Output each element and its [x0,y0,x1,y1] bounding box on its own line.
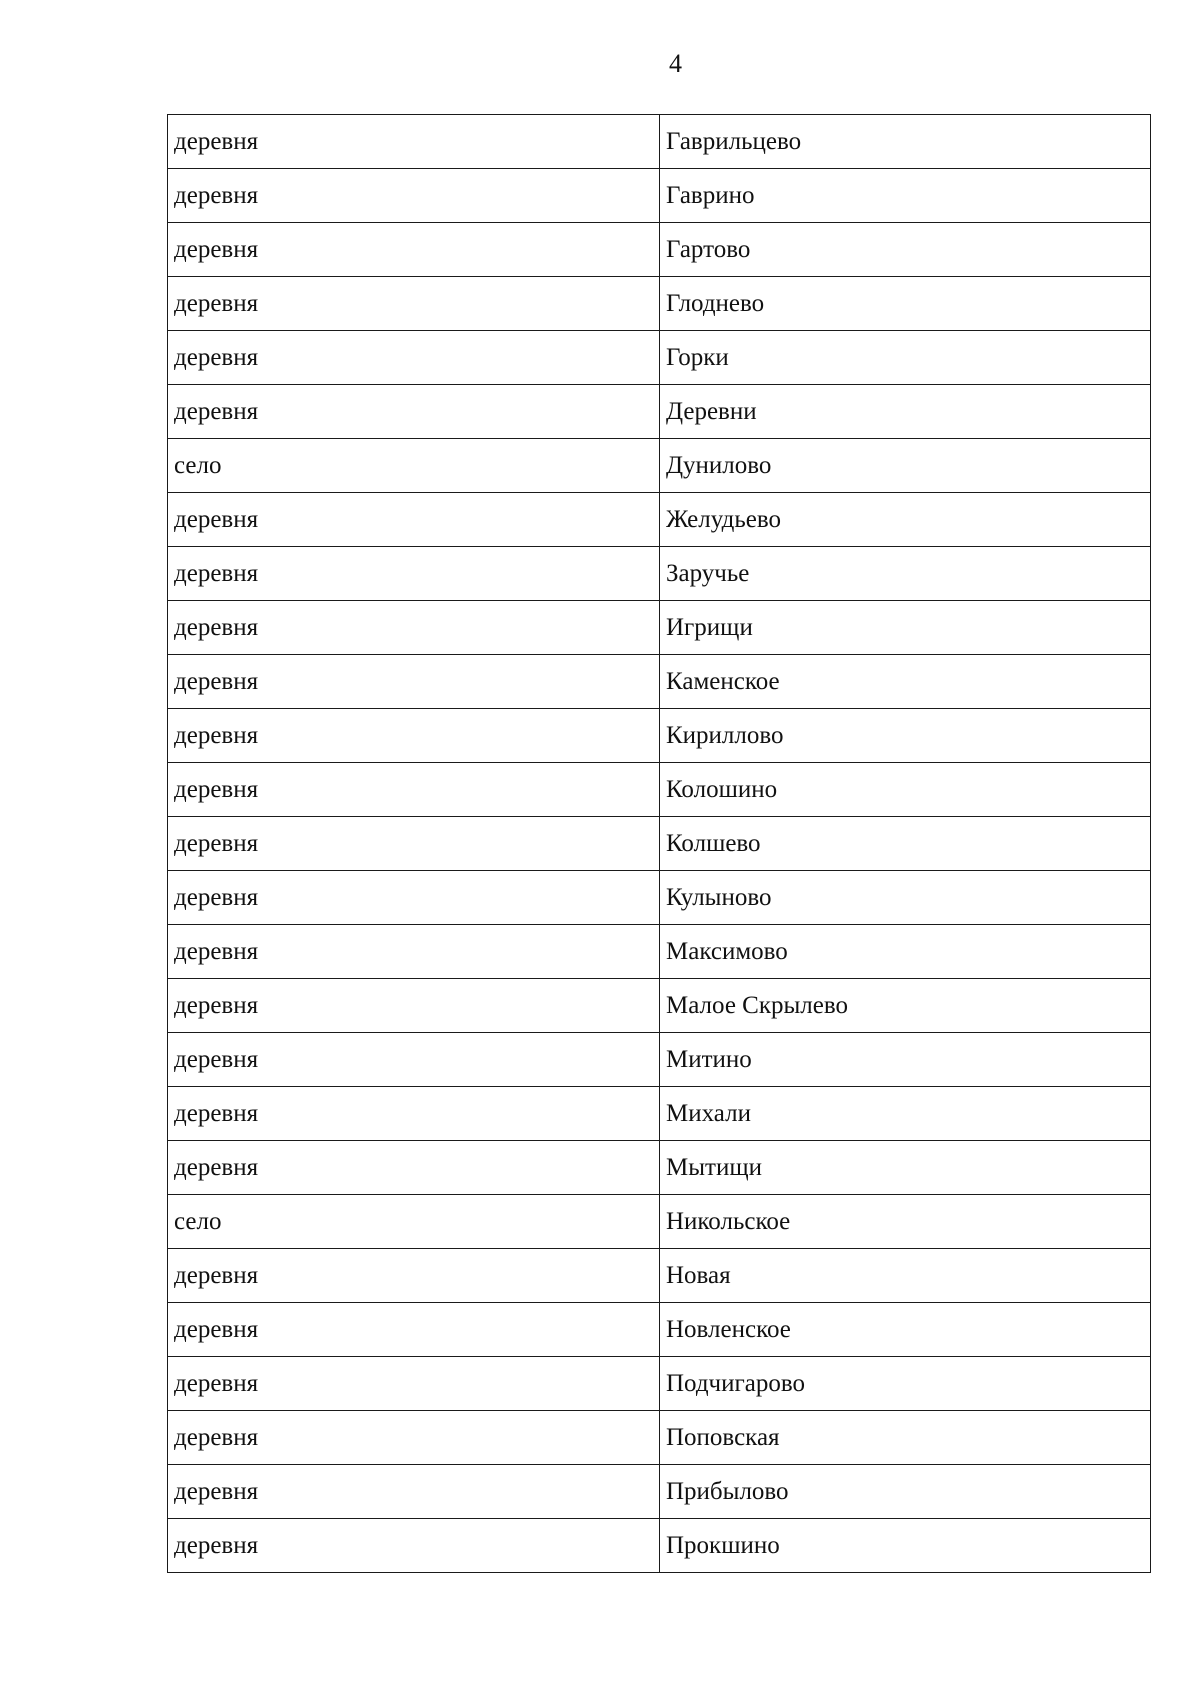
settlement-name-cell: Гартово [660,223,1151,277]
settlement-name-cell: Игрищи [660,601,1151,655]
table-row [168,601,1151,655]
settlement-type-cell: деревня [168,871,660,925]
settlement-name-cell: Новленское [660,1303,1151,1357]
settlement-name-cell: Дунилово [660,439,1151,493]
settlement-name-cell: Гаврино [660,169,1151,223]
settlement-type-cell: деревня [168,1357,660,1411]
page-number: 4 [669,49,682,78]
settlement-name-cell: Заручье [660,547,1151,601]
settlement-type-cell: деревня [168,1411,660,1465]
settlement-type-cell: деревня [168,655,660,709]
settlement-type-cell: деревня [168,385,660,439]
table-row [168,1519,1151,1573]
table-row [168,1195,1151,1249]
settlement-type-cell: деревня [168,1087,660,1141]
table-row [168,277,1151,331]
table-row [168,871,1151,925]
settlement-name-cell: Прибылово [660,1465,1151,1519]
settlement-name-cell: Глоднево [660,277,1151,331]
settlement-type-cell: деревня [168,763,660,817]
table-row [168,1249,1151,1303]
settlement-name-cell: Подчигарово [660,1357,1151,1411]
table-row [168,169,1151,223]
settlement-type-cell: деревня [168,547,660,601]
settlement-type-cell: деревня [168,331,660,385]
settlement-type-cell: село [168,439,660,493]
table-row [168,763,1151,817]
settlement-type-cell: деревня [168,1033,660,1087]
settlement-name-cell: Михали [660,1087,1151,1141]
settlement-name-cell: Деревни [660,385,1151,439]
settlement-name-cell: Гаврильцево [660,115,1151,169]
table-row [168,709,1151,763]
settlement-type-cell: деревня [168,1303,660,1357]
settlement-name-cell: Кулыново [660,871,1151,925]
settlement-type-cell: деревня [168,817,660,871]
settlement-type-cell: деревня [168,1249,660,1303]
table-row [168,1087,1151,1141]
table-row [168,1141,1151,1195]
settlement-type-cell: деревня [168,925,660,979]
table-row [168,331,1151,385]
settlement-name-cell: Желудьево [660,493,1151,547]
settlement-name-cell: Мытищи [660,1141,1151,1195]
table-row [168,1465,1151,1519]
table-row [168,115,1151,169]
table-row [168,385,1151,439]
settlement-name-cell: Каменское [660,655,1151,709]
settlement-name-cell: Колошино [660,763,1151,817]
settlement-name-cell: Малое Скрылево [660,979,1151,1033]
table-row [168,1411,1151,1465]
table-row [168,1303,1151,1357]
table-body [168,115,1151,1573]
settlement-name-cell: Кириллово [660,709,1151,763]
settlement-type-cell: деревня [168,169,660,223]
settlement-name-cell: Колшево [660,817,1151,871]
settlement-type-cell: деревня [168,277,660,331]
settlement-name-cell: Максимово [660,925,1151,979]
table-row [168,1033,1151,1087]
settlement-name-cell: Новая [660,1249,1151,1303]
table-row [168,817,1151,871]
table-row [168,223,1151,277]
settlement-name-cell: Никольское [660,1195,1151,1249]
settlement-type-cell: деревня [168,601,660,655]
settlement-type-cell: деревня [168,979,660,1033]
settlement-name-cell: Горки [660,331,1151,385]
table-row [168,439,1151,493]
settlement-type-cell: деревня [168,223,660,277]
table-row [168,547,1151,601]
settlement-type-cell: деревня [168,709,660,763]
settlement-type-cell: деревня [168,1519,660,1573]
table-row [168,925,1151,979]
settlement-name-cell: Прокшино [660,1519,1151,1573]
settlement-name-cell: Митино [660,1033,1151,1087]
table-row [168,655,1151,709]
settlement-type-cell: деревня [168,1465,660,1519]
table-row [168,1357,1151,1411]
settlement-type-cell: деревня [168,115,660,169]
settlement-type-cell: деревня [168,493,660,547]
settlement-type-cell: село [168,1195,660,1249]
table-row [168,979,1151,1033]
settlement-name-cell: Поповская [660,1411,1151,1465]
settlement-type-cell: деревня [168,1141,660,1195]
settlements-table [167,114,1151,1573]
table-row [168,493,1151,547]
